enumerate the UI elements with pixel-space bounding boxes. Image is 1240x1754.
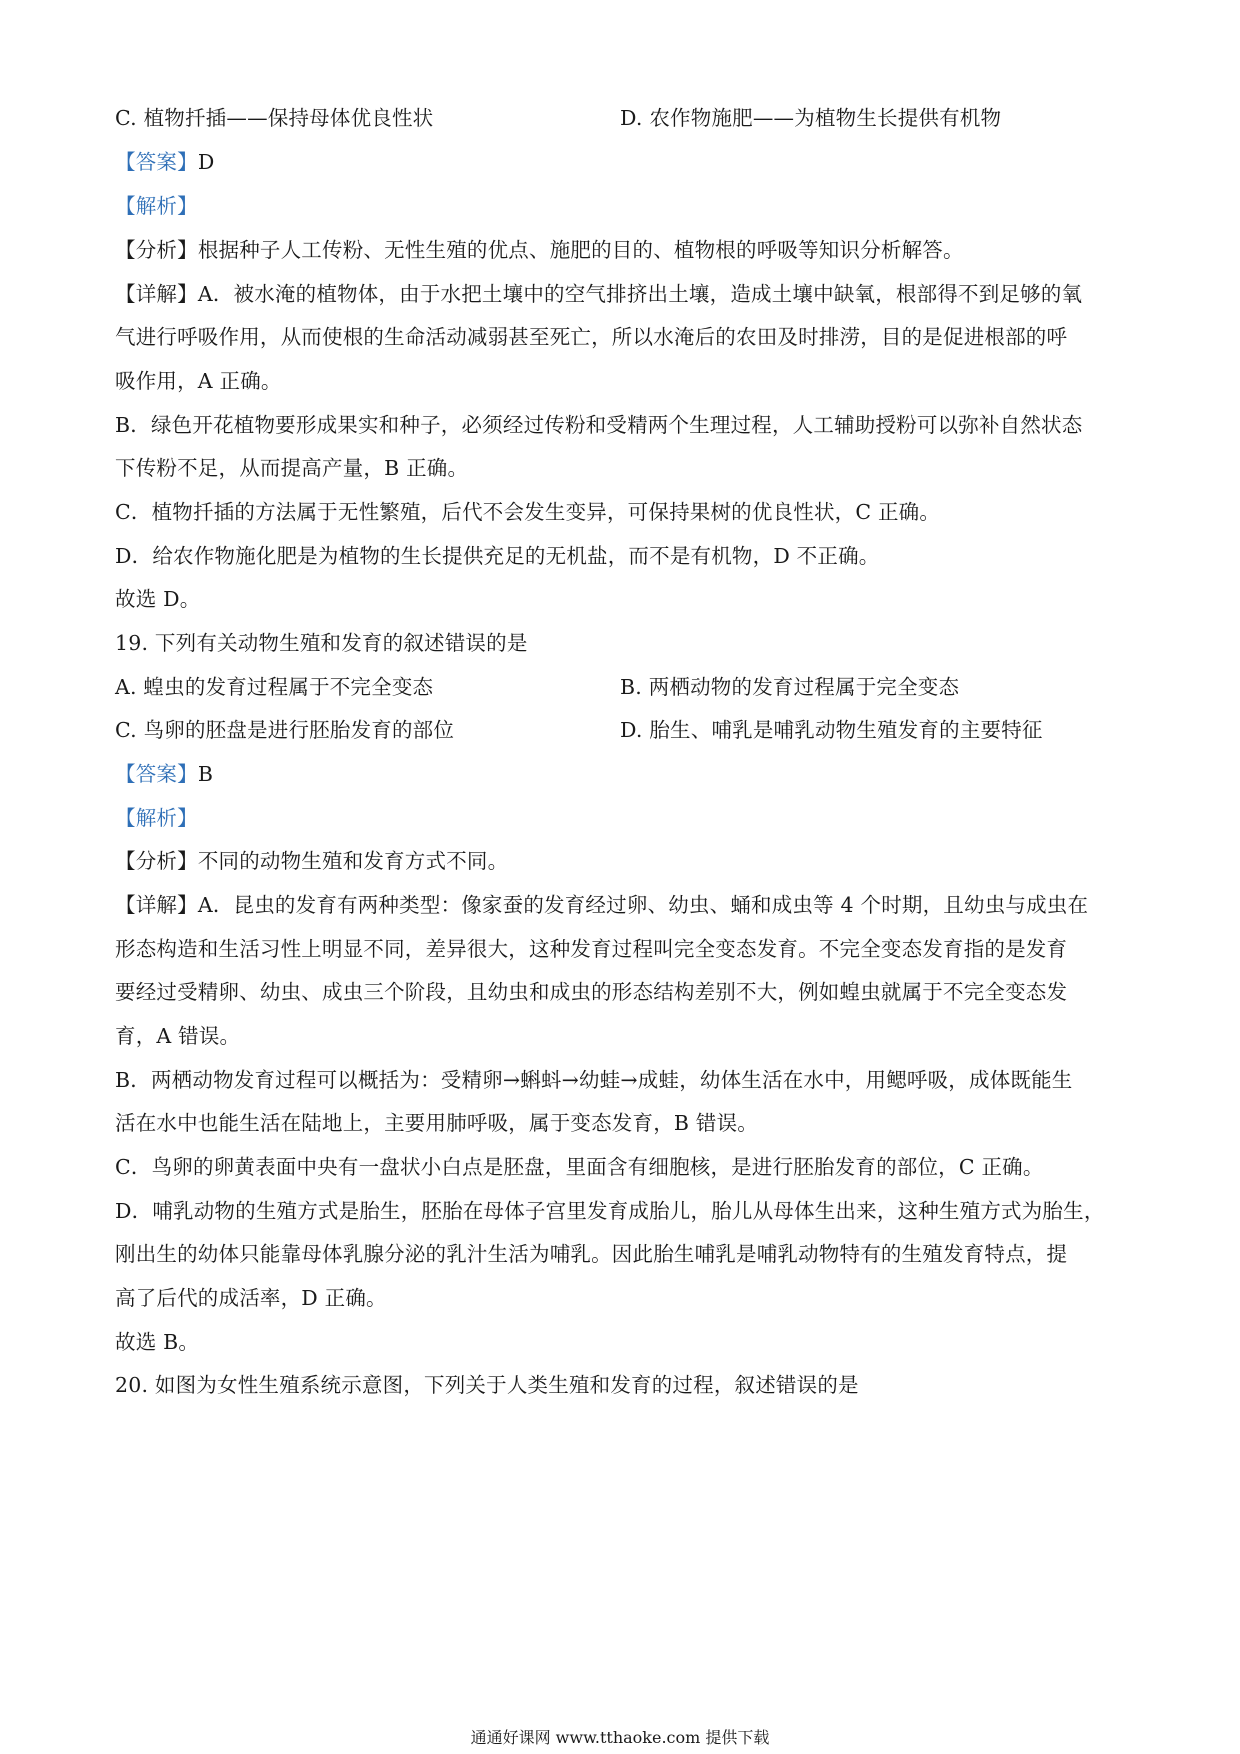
q18-detail-text: A．被水淹的植物体，由于水把土壤中的空气排挤出土壤，造成土壤中缺氧，根部得不到足够的氧 bbox=[197, 282, 1083, 306]
q19-analysis-heading bbox=[115, 804, 1135, 832]
q18-detail-line: D．给农作物施化肥是为植物的生长提供充足的无机盐，而不是有机物，D 不正确。 bbox=[115, 544, 880, 568]
q19-fenxi-text: 不同的动物生殖和发育方式不同。 bbox=[197, 849, 509, 873]
answer-tag: 【答案】 bbox=[115, 150, 198, 174]
answer-tag: 【答案】 bbox=[115, 762, 198, 786]
q18-analysis-heading bbox=[115, 192, 1135, 220]
q18-option-c: C. 植物扦插——保持母体优良性状 bbox=[115, 106, 434, 130]
q20-question: 20. 如图为女性生殖系统示意图，下列关于人类生殖和发育的过程，叙述错误的是 bbox=[115, 1373, 859, 1397]
q19-question: 19. 下列有关动物生殖和发育的叙述错误的是 bbox=[115, 631, 528, 655]
q18-detail-line bbox=[115, 280, 1135, 308]
q19-detail-text: A．昆虫的发育有两种类型：像家蚕的发育经过卵、幼虫、蛹和成虫等 4 个时期，且幼虫与成虫在 bbox=[197, 893, 1089, 917]
q18-detail-line: C．植物扦插的方法属于无性繁殖，后代不会发生变异，可保持果树的优良性状，C 正确。 bbox=[115, 500, 941, 524]
q18-detail-line: 下传粉不足，从而提高产量，B 正确。 bbox=[115, 456, 469, 480]
q19-answer-value: B bbox=[197, 762, 214, 786]
q19-detail-line: D．哺乳动物的生殖方式是胎生，胚胎在母体子宫里发育成胎儿，胎儿从母体生出来，这种生殖方式为胎生， bbox=[115, 1199, 1105, 1223]
q19-option-d: D. 胎生、哺乳是哺乳动物生殖发育的主要特征 bbox=[620, 718, 1043, 742]
q18-detail-line: 吸作用，A 正确。 bbox=[115, 369, 282, 393]
q18-fenxi-text: 根据种子人工传粉、无性生殖的优点、施肥的目的、植物根的呼吸等知识分析解答。 bbox=[197, 238, 964, 262]
q19-fenxi-line bbox=[115, 847, 1135, 875]
analysis-tag: 【解析】 bbox=[115, 806, 198, 830]
fenxi-tag: 【分析】 bbox=[115, 238, 198, 262]
q18-detail-line: 气进行呼吸作用，从而使根的生命活动减弱甚至死亡，所以水淹后的农田及时排涝，目的是促进根部的呼 bbox=[115, 325, 1068, 349]
q19-detail-line: 要经过受精卵、幼虫、成虫三个阶段，且幼虫和成虫的形态结构差别不大，例如蝗虫就属于不完全变态发 bbox=[115, 980, 1068, 1004]
q18-conclusion: 故选 D。 bbox=[115, 587, 201, 611]
q19-detail-line: 高了后代的成活率，D 正确。 bbox=[115, 1286, 387, 1310]
page-footer: 通通好课网 www.tthaoke.com 提供下载 bbox=[470, 1728, 770, 1747]
q19-detail-line: C．鸟卵的卵黄表面中央有一盘状小白点是胚盘，里面含有细胞核，是进行胚胎发育的部位，C 正确。 bbox=[115, 1155, 1044, 1179]
detail-tag: 【详解】 bbox=[115, 893, 198, 917]
q18-detail-line: B．绿色开花植物要形成果实和种子，必须经过传粉和受精两个生理过程，人工辅助授粉可以弥补自然状态 bbox=[115, 413, 1083, 437]
q19-option-a: A. 蝗虫的发育过程属于不完全变态 bbox=[115, 675, 434, 699]
q19-conclusion: 故选 B。 bbox=[115, 1330, 200, 1354]
q19-option-b: B. 两栖动物的发育过程属于完全变态 bbox=[620, 675, 960, 699]
q19-option-c: C. 鸟卵的胚盘是进行胚胎发育的部位 bbox=[115, 718, 455, 742]
q19-detail-line: 形态构造和生活习性上明显不同，差异很大，这种发育过程叫完全变态发育。不完全变态发育指的是发育 bbox=[115, 937, 1068, 961]
analysis-tag: 【解析】 bbox=[115, 194, 198, 218]
q18-option-d: D. 农作物施肥——为植物生长提供有机物 bbox=[620, 106, 1002, 130]
q19-detail-line: B．两栖动物发育过程可以概括为：受精卵→蝌蚪→幼蛙→成蛙，幼体生活在水中，用鳃呼吸，成体既能生 bbox=[115, 1068, 1073, 1092]
q18-answer-value: D bbox=[197, 150, 215, 174]
q19-detail-line: 育，A 错误。 bbox=[115, 1024, 241, 1048]
q18-fenxi-line bbox=[115, 236, 1135, 264]
q19-detail-line: 活在水中也能生活在陆地上，主要用肺呼吸，属于变态发育，B 错误。 bbox=[115, 1111, 758, 1135]
q18-answer-line bbox=[115, 148, 1135, 176]
detail-tag: 【详解】 bbox=[115, 282, 198, 306]
q19-answer-line bbox=[115, 760, 1135, 788]
q19-detail-line: 刚出生的幼体只能靠母体乳腺分泌的乳汁生活为哺乳。因此胎生哺乳是哺乳动物特有的生殖发育特点，提 bbox=[115, 1242, 1068, 1266]
fenxi-tag: 【分析】 bbox=[115, 849, 198, 873]
q19-detail-line bbox=[115, 891, 1135, 919]
